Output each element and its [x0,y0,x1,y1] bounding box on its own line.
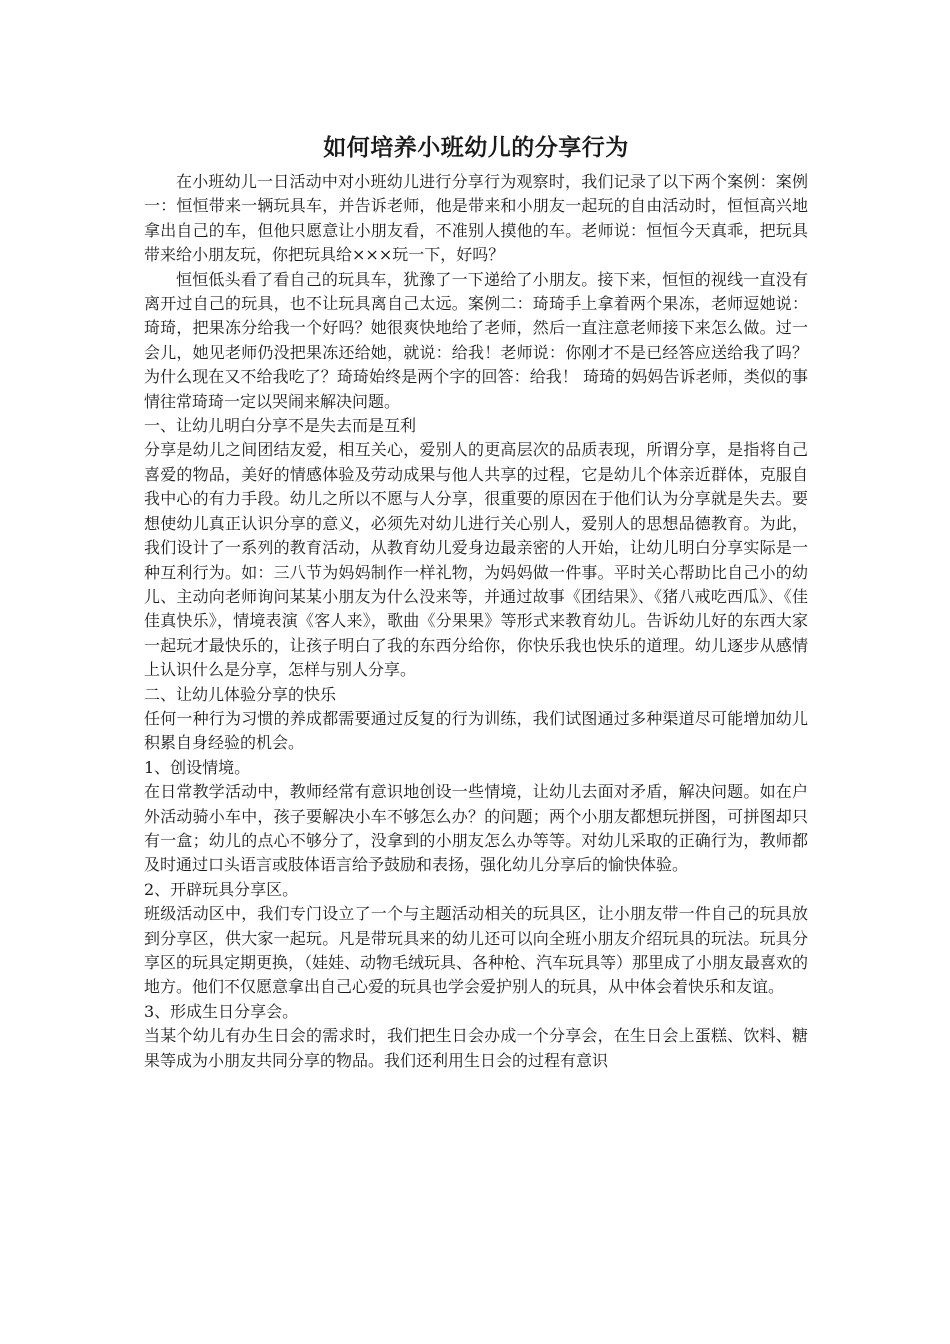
paragraph-birthday-sharing: 当某个幼儿有办生日会的需求时，我们把生日会办成一个分享会，在生日会上蛋糕、饮料、糖果等成为小朋友共同分享的物品。我们还利用生日会的过程有意识 [144,1026,808,1070]
paragraph-create-situation: 在日常教学活动中，教师经常有意识地创设一些情境，让幼儿去面对矛盾，解决问题。如在户外活动骑小车中，孩子要解决小车不够怎么办？的问题；两个小朋友都想玩拼图，可拼图却只有一盒；幼儿的点心不够分了，没拿到的小朋友怎么办等等。对幼儿采取的正确行为，教师都及时通过口头语言或肢体语言给予鼓励和表扬，强化幼儿分享后的愉快体验。 [144,782,808,875]
subheading-toy-sharing-area: 2、开辟玩具分享区。 [144,879,299,899]
paragraph-case-two: 恒恒低头看了看自己的玩具车，犹豫了一下递给了小朋友。接下来，恒恒的视线一直没有离开过自己的玩具，也不让玩具离自己太远。案例二：琦琦手上拿着两个果冻，老师逗她说：琦琦，把果冻分给我一个好吗？她很爽快地给了老师，然后一直注意老师接下来怎么做。过一会儿，她见老师仍没把果冻还给她，就说：给我！老师说：你刚才不是已经答应送给我了吗？为什么现在又不给我吃了？琦琦始终是两个字的回答：给我！ 琦琦的妈妈告诉老师，类似的事情往常琦琦一定以哭闹来解决问题。 [144,269,808,411]
paragraph-case-one: 在小班幼儿一日活动中对小班幼儿进行分享行为观察时，我们记录了以下两个案例：案例一：恒恒带来一辆玩具车，并告诉老师，他是带来和小朋友一起玩的自由活动时，恒恒高兴地拿出自己的车，但他只愿意让小朋友看，不准别人摸他的车。老师说：恒恒今天真乖，把玩具带来给小朋友玩，你把玩具给×××玩一下，好吗？ [144,172,808,265]
paragraph-toy-sharing-area: 班级活动区中，我们专门设立了一个与主题活动相关的玩具区，让小朋友带一件自己的玩具放到分享区，供大家一起玩。凡是带玩具来的幼儿还可以向全班小朋友介绍玩具的玩法。玩具分享区的玩具定期更换，（娃娃、动物毛绒玩具、各种枪、汽车玩具等）那里成了小朋友最喜欢的地方。他们不仅愿意拿出自己心爱的玩具也学会爱护别人的玩具，从中体会着快乐和友谊。 [144,904,809,997]
document-title: 如何培养小班幼儿的分享行为 [323,135,629,161]
document-page [144,128,808,1073]
paragraph-section-2-intro: 任何一种行为习惯的养成都需要通过反复的行为训练，我们试图通过多种渠道尽可能增加幼儿积累自身经验的机会。 [144,708,808,753]
subheading-birthday-sharing: 3、形成生日分享会。 [144,1001,299,1021]
section-heading-1: 一、让幼儿明白分享不是失去而是互利 [144,416,417,436]
paragraph-section-1-body: 分享是幼儿之间团结友爱，相互关心，爱别人的更高层次的品质表现，所谓分享，是指将自己喜爱的物品，美好的情感体验及劳动成果与他人共享的过程，它是幼儿个体亲近群体，克服自我中心的有力手段。幼儿之所以不愿与人分享，很重要的原因在于他们认为分享就是失去。要想使幼儿真正认识分享的意义，必须先对幼儿进行关心别人，爱别人的思想品德教育。为此，我们设计了一系列的教育活动，从教育幼儿爱身边最亲密的人开始，让幼儿明白分享实际是一种互利行为。如：三八节为妈妈制作一样礼物，为妈妈做一件事。平时关心帮助比自己小的幼儿、主动向老师询问某某小朋友为什么没来等，并通过故事《团结果》、《猪八戒吃西瓜》、《佳佳真快乐》，情境表演《客人来》，歌曲《分果果》等形式来教育幼儿。告诉幼儿好的东西大家一起玩才最快乐的，让孩子明白了我的东西分给你，你快乐我也快乐的道理。幼儿逐步从感情上认识什么是分享，怎样与别人分享。 [144,440,808,680]
subheading-create-situation: 1、创设情境。 [144,757,251,777]
section-heading-2: 二、让幼儿体验分享的快乐 [144,684,337,704]
